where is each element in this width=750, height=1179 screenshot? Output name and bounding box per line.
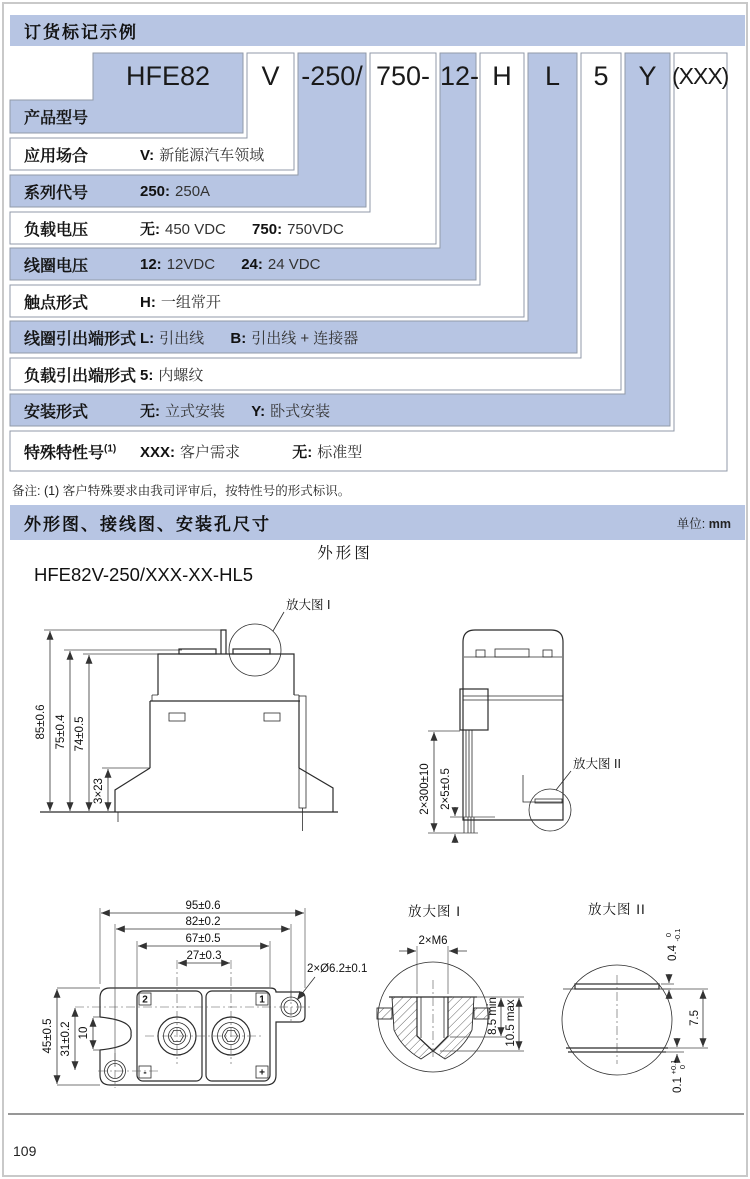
terminal-mark-1: 1 [259, 994, 265, 1006]
dim-3x23: 3×23 [93, 778, 105, 804]
dim-10-5-max: 10.5 max [505, 999, 517, 1047]
code-part-coil-term: L [544, 61, 561, 91]
terminal-mark-plus: + [259, 1067, 265, 1079]
code-part-mount: Y [638, 61, 657, 91]
footer-divider [8, 1113, 744, 1115]
row-label: 特殊特性号$^{(1)}$ [24, 443, 117, 462]
row-values: H: 一组常开 [140, 293, 221, 311]
detail-view-2 [562, 901, 708, 1093]
front-view [35, 597, 338, 831]
dim-27: 27±0.3 [186, 950, 222, 962]
detail-1-callout-label: 放大图 I [286, 598, 331, 612]
detail-2-title: 放大图 II [588, 902, 646, 917]
dim-31: 31±0.2 [60, 1021, 72, 1057]
row-label: 线圈引出端形式 [24, 330, 137, 348]
code-part-special: (XXX) [672, 63, 729, 89]
svg-text:0.1: 0.1 [672, 1077, 684, 1093]
dim-82: 82±0.2 [185, 916, 221, 928]
row-label: 负载电压 [24, 221, 89, 239]
outline-section-title: 外形图、接线图、安装孔尺寸 [24, 515, 271, 534]
row-values: XXX: 客户需求 无: 标准型 [140, 443, 363, 461]
row-label: 应用场合 [24, 147, 89, 165]
detail-1-callout-circle [229, 624, 281, 676]
row-label: 线圈电压 [24, 257, 89, 275]
drawing-title: 外形图 [317, 545, 373, 562]
dim-8-5-min: 8.5 min [487, 997, 499, 1035]
row-label: 触点形式 [24, 294, 89, 312]
dim-wire-tip: 2×5±0.5 [440, 768, 452, 810]
dim-7-5: 7.5 [689, 1010, 701, 1026]
row-values: V: 新能源汽车领域 [140, 146, 265, 164]
dim-95: 95±0.6 [185, 900, 221, 912]
dim-10: 10 [78, 1026, 90, 1040]
terminal-mark-minus: - [143, 1067, 147, 1079]
svg-text:-0.1: -0.1 [673, 928, 682, 942]
code-part-series: -250/ [301, 61, 363, 91]
code-part-model: HFE82 [125, 61, 211, 91]
row-values: 250: 250A [140, 182, 211, 200]
svg-text:0.4: 0.4 [667, 945, 679, 961]
side-view [419, 630, 621, 843]
row-label: 系列代号 [24, 184, 89, 202]
svg-text:+0.1: +0.1 [669, 1059, 678, 1075]
svg-text:0: 0 [678, 1064, 687, 1070]
page-number: 109 [13, 1143, 37, 1159]
row-label: 负载引出端形式 [24, 367, 137, 385]
dim-75: 75±0.4 [55, 714, 67, 750]
row-values: 12: 12VDC 24: 24 VDC [140, 255, 321, 273]
dim-2xM6: 2×M6 [418, 935, 448, 947]
row-label: 产品型号 [24, 110, 89, 127]
unit-label: 单位: mm [676, 516, 731, 531]
bottom-view [42, 900, 367, 1088]
code-part-app: V [261, 61, 280, 91]
code-part-coil-v: 12- [440, 61, 480, 91]
dim-85: 85±0.6 [35, 704, 47, 740]
dim-mounting-holes: 2×Ø6.2±0.1 [307, 963, 368, 975]
ordering-section-title: 订货标记示例 [24, 23, 138, 42]
dim-0-4-tol [664, 929, 682, 961]
detail-2-callout-label: 放大图 II [573, 757, 621, 771]
model-code: HFE82V-250/XXX-XX-HL5 [34, 564, 254, 585]
ordering-note: 备注: (1) 客户特殊要求由我司评审后，按特性号的形式标识。 [12, 484, 351, 498]
dim-74: 74±0.5 [74, 716, 86, 752]
svg-text:0: 0 [664, 932, 673, 938]
code-part-load-term: 5 [593, 61, 609, 91]
terminal-mark-2: 2 [142, 994, 148, 1006]
row-values: 5: 内螺纹 [140, 366, 204, 384]
dim-wire-length: 2×300±10 [419, 763, 431, 815]
detail-2-callout-circle [529, 789, 571, 831]
code-part-load-v: 750- [375, 61, 431, 91]
code-part-contact: H [492, 61, 512, 91]
row-values: 无: 立式安装 Y: 卧式安装 [140, 402, 331, 420]
row-label: 安装形式 [24, 403, 89, 421]
detail-view-1 [377, 903, 524, 1072]
row-values: 无: 450 VDC 750: 750VDC [140, 220, 344, 238]
detail-1-title: 放大图 I [408, 904, 462, 919]
dim-0-1-tol [669, 1060, 687, 1093]
dim-45: 45±0.5 [42, 1018, 54, 1054]
row-values: L: 引出线 B: 引出线 + 连接器 [140, 329, 359, 347]
dim-67: 67±0.5 [185, 933, 221, 945]
